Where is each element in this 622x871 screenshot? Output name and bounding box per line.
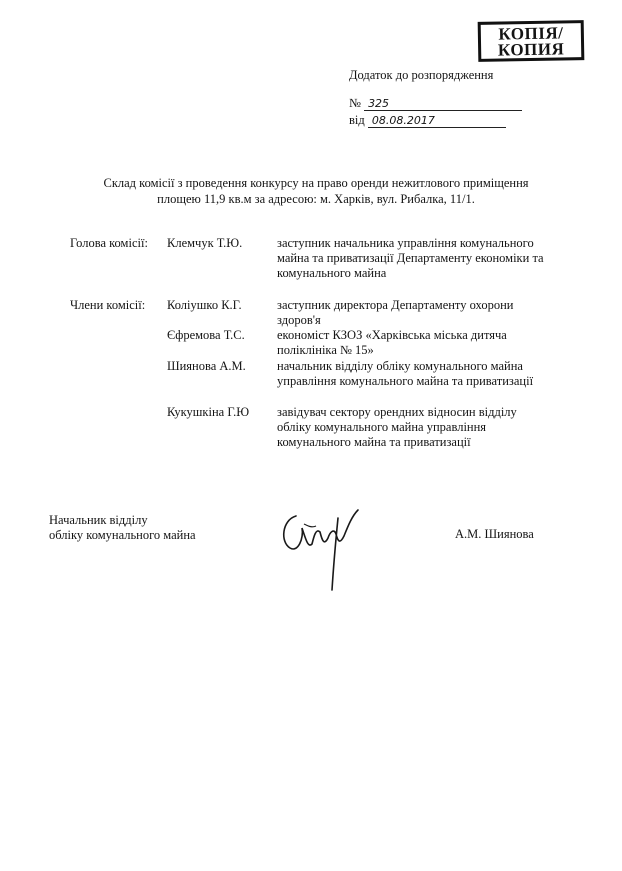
member-position: начальник відділу обліку комунального майна управління комунального майна та приватизації [277,359,534,388]
copy-stamp [478,20,585,62]
member-position: завідувач сектору орендних відносин відділу обліку комунального майна управління комунального майна та приватизації [277,405,517,449]
document-heading [40,175,592,207]
signatory-title-line-2: обліку комунального майна [49,528,196,542]
order-date-value: 08.08.2017 [368,114,506,128]
order-number-value: 325 [364,97,522,111]
member-name: Єфремова Т.С. [167,328,245,342]
annex-title: Додаток до розпорядження [349,68,494,82]
order-number-label: № [349,96,361,110]
signatory-title-line-1: Начальник відділу [49,513,148,527]
chair-name: Клемчук Т.Ю. [167,236,243,250]
handwritten-signature [278,498,368,598]
stamp-line-1: КОПІЯ/ [498,23,564,44]
chair-position: заступник начальника управління комунального майна та приватизації Департаменту економіки та комунального майна [277,236,544,280]
heading-line-2: площею 11,9 кв.м за адресою: м. Харків, вул. Рибалка, 11/1. [157,192,475,206]
order-date-line [349,113,506,128]
chair-role-label: Голова комісії: [70,236,148,250]
members-role-label: Члени комісії: [70,298,146,312]
member-name: Кукушкіна Г.Ю [167,405,250,419]
order-date-label: від [349,113,365,127]
member-position: економіст КЗОЗ «Харківська міська дитяча поліклініка № 15» [277,328,507,357]
order-number-line [349,96,522,111]
heading-line-1: Склад комісії з проведення конкурсу на право оренди нежитлового приміщення [103,176,529,190]
signatory-name: А.М. Шиянова [455,527,534,541]
member-name: Шиянова А.М. [167,359,246,373]
member-name: Коліушко К.Г. [167,298,242,312]
member-position: заступник директора Департаменту охорони здоров'я [277,298,514,327]
signatory-title [49,513,196,543]
stamp-line-2: КОПИЯ [497,39,565,60]
